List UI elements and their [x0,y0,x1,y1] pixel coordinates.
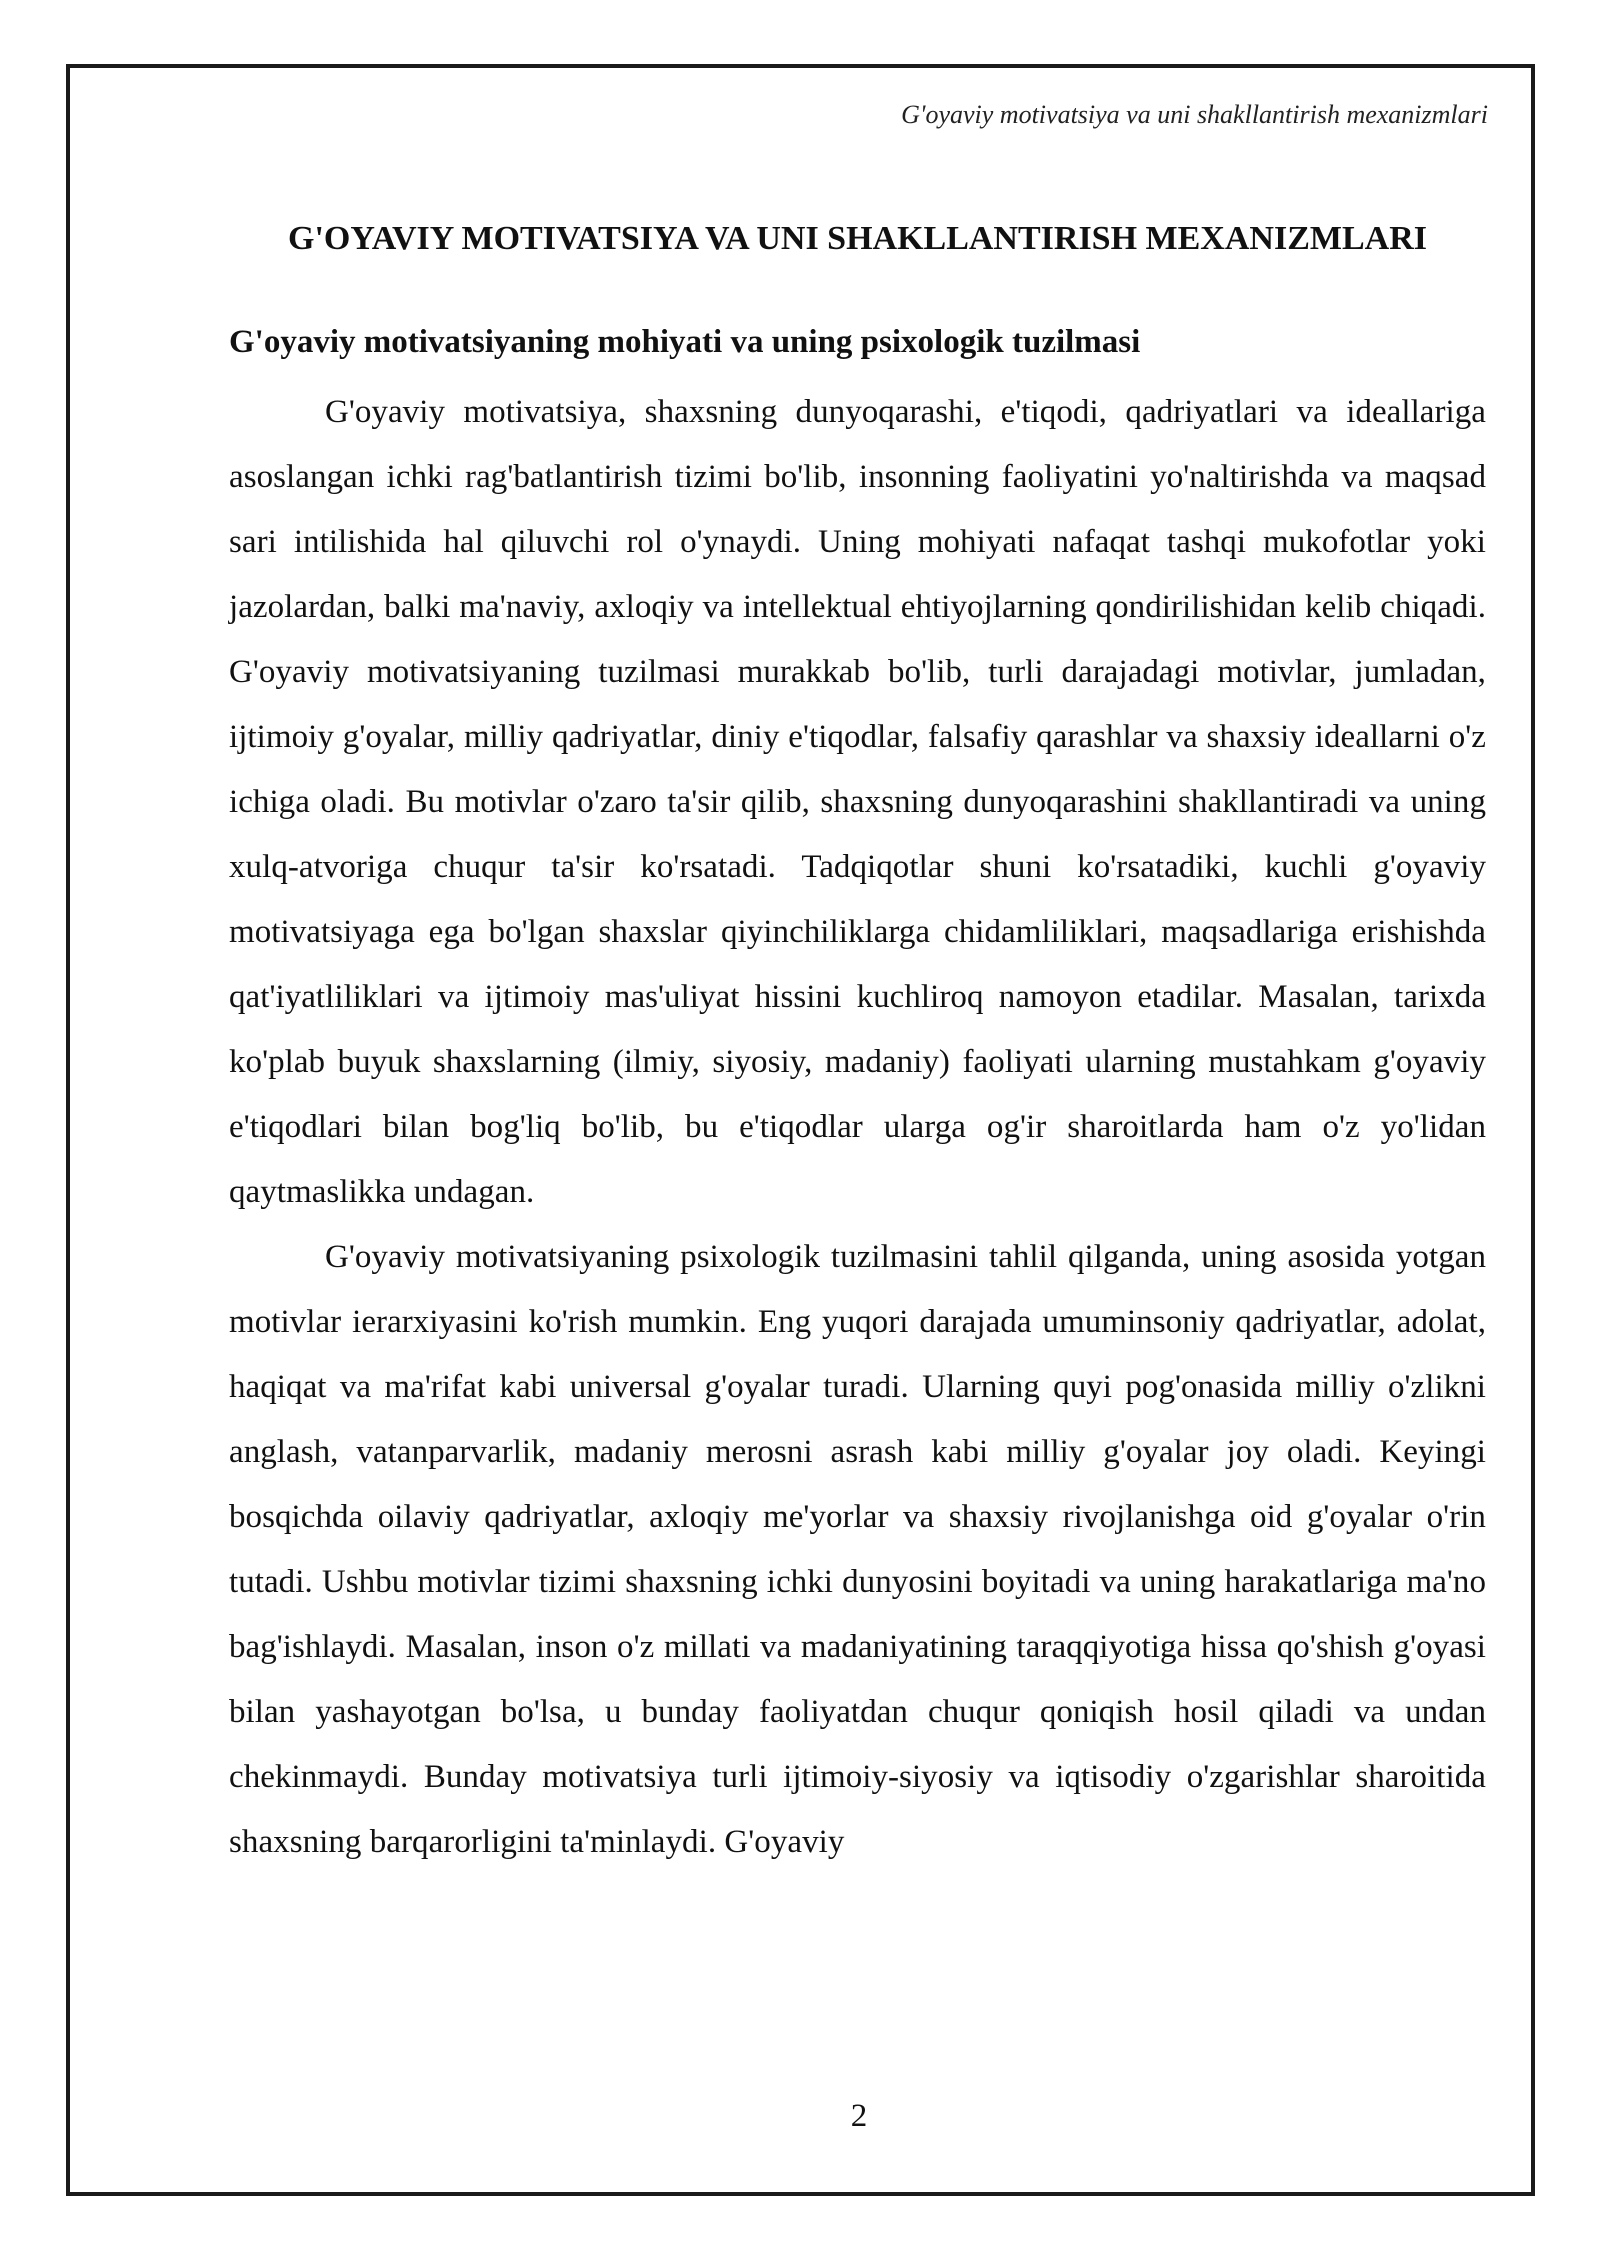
document-title: G'OYAVIY MOTIVATSIYA VA UNI SHAKLLANTIRISH MEXANIZMLARI [288,220,1427,257]
page-number: 2 [850,2098,868,2134]
page-content [229,206,1486,1875]
body-paragraph: G'oyaviy motivatsiyaning psixologik tuzilmasini tahlil qilganda, uning asosida yotgan motivlar ierarxiyasini ko'rish mumkin. Eng yuqori darajada umuminsoniy qadriyatlar, adolat, haqiqat va ma'rifat kabi universal g'oyalar turadi. Ularning quyi pog'onasida milliy o'zlikni anglash, vatanparvarlik, madaniy merosni asrash kabi milliy g'oyalar joy oladi. Keyingi bosqichda oilaviy qadriyatlar, axloqiy me'yorlar va shaxsiy rivojlanishga oid g'oyalar o'rin tutadi. Ushbu motivlar tizimi shaxsning ichki dunyosini boyitadi va uning harakatlariga ma'no bag'ishlaydi. Masalan, inson o'z millati va madaniyatining taraqqiyotiga hissa qo'shish g'oyasi bilan yashayotgan bo'lsa, u bunday faoliyatdan chuqur qoniqish hosil qiladi va undan chekinmaydi. Bunday motivatsiya turli ijtimoiy-siyosiy va iqtisodiy o'zgarishlar sharoitida shaxsning barqarorligini ta'minlaydi. G'oyaviy [229,1239,1486,1860]
body-paragraph: G'oyaviy motivatsiya, shaxsning dunyoqarashi, e'tiqodi, qadriyatlari va ideallariga asoslangan ichki rag'batlantirish tizimi bo'lib, insonning faoliyatini yo'naltirishda va maqsad sari intilishida hal qiluvchi rol o'ynaydi. Uning mohiyati nafaqat tashqi mukofotlar yoki jazolardan, balki ma'naviy, axloqiy va intellektual ehtiyojlarning qondirilishidan kelib chiqadi. G'oyaviy motivatsiyaning tuzilmasi murakkab bo'lib, turli darajadagi motivlar, jumladan, ijtimoiy g'oyalar, milliy qadriyatlar, diniy e'tiqodlar, falsafiy qarashlar va shaxsiy ideallarni o'z ichiga oladi. Bu motivlar o'zaro ta'sir qilib, shaxsning dunyoqarashini shakllantiradi va uning xulq-atvoriga chuqur ta'sir ko'rsatadi. Tadqiqotlar shuni ko'rsatadiki, kuchli g'oyaviy motivatsiyaga ega bo'lgan shaxslar qiyinchiliklarga chidamliliklari, maqsadlariga erishishda qat'iyatliliklari va ijtimoiy mas'uliyat hissini kuchliroq namoyon etadilar. Masalan, tarixda ko'plab buyuk shaxslarning (ilmiy, siyosiy, madaniy) faoliyati ularning mustahkam g'oyaviy e'tiqodlari bilan bog'liq bo'lib, bu e'tiqodlar ularga og'ir sharoitlarda ham o'z yo'lidan qaytmaslikka undagan. [229,394,1486,1210]
running-header: G'oyaviy motivatsiya va uni shakllantirish mexanizmlari [901,100,1488,129]
section-heading: G'oyaviy motivatsiyaning mohiyati va uning psixologik tuzilmasi [229,324,1141,360]
